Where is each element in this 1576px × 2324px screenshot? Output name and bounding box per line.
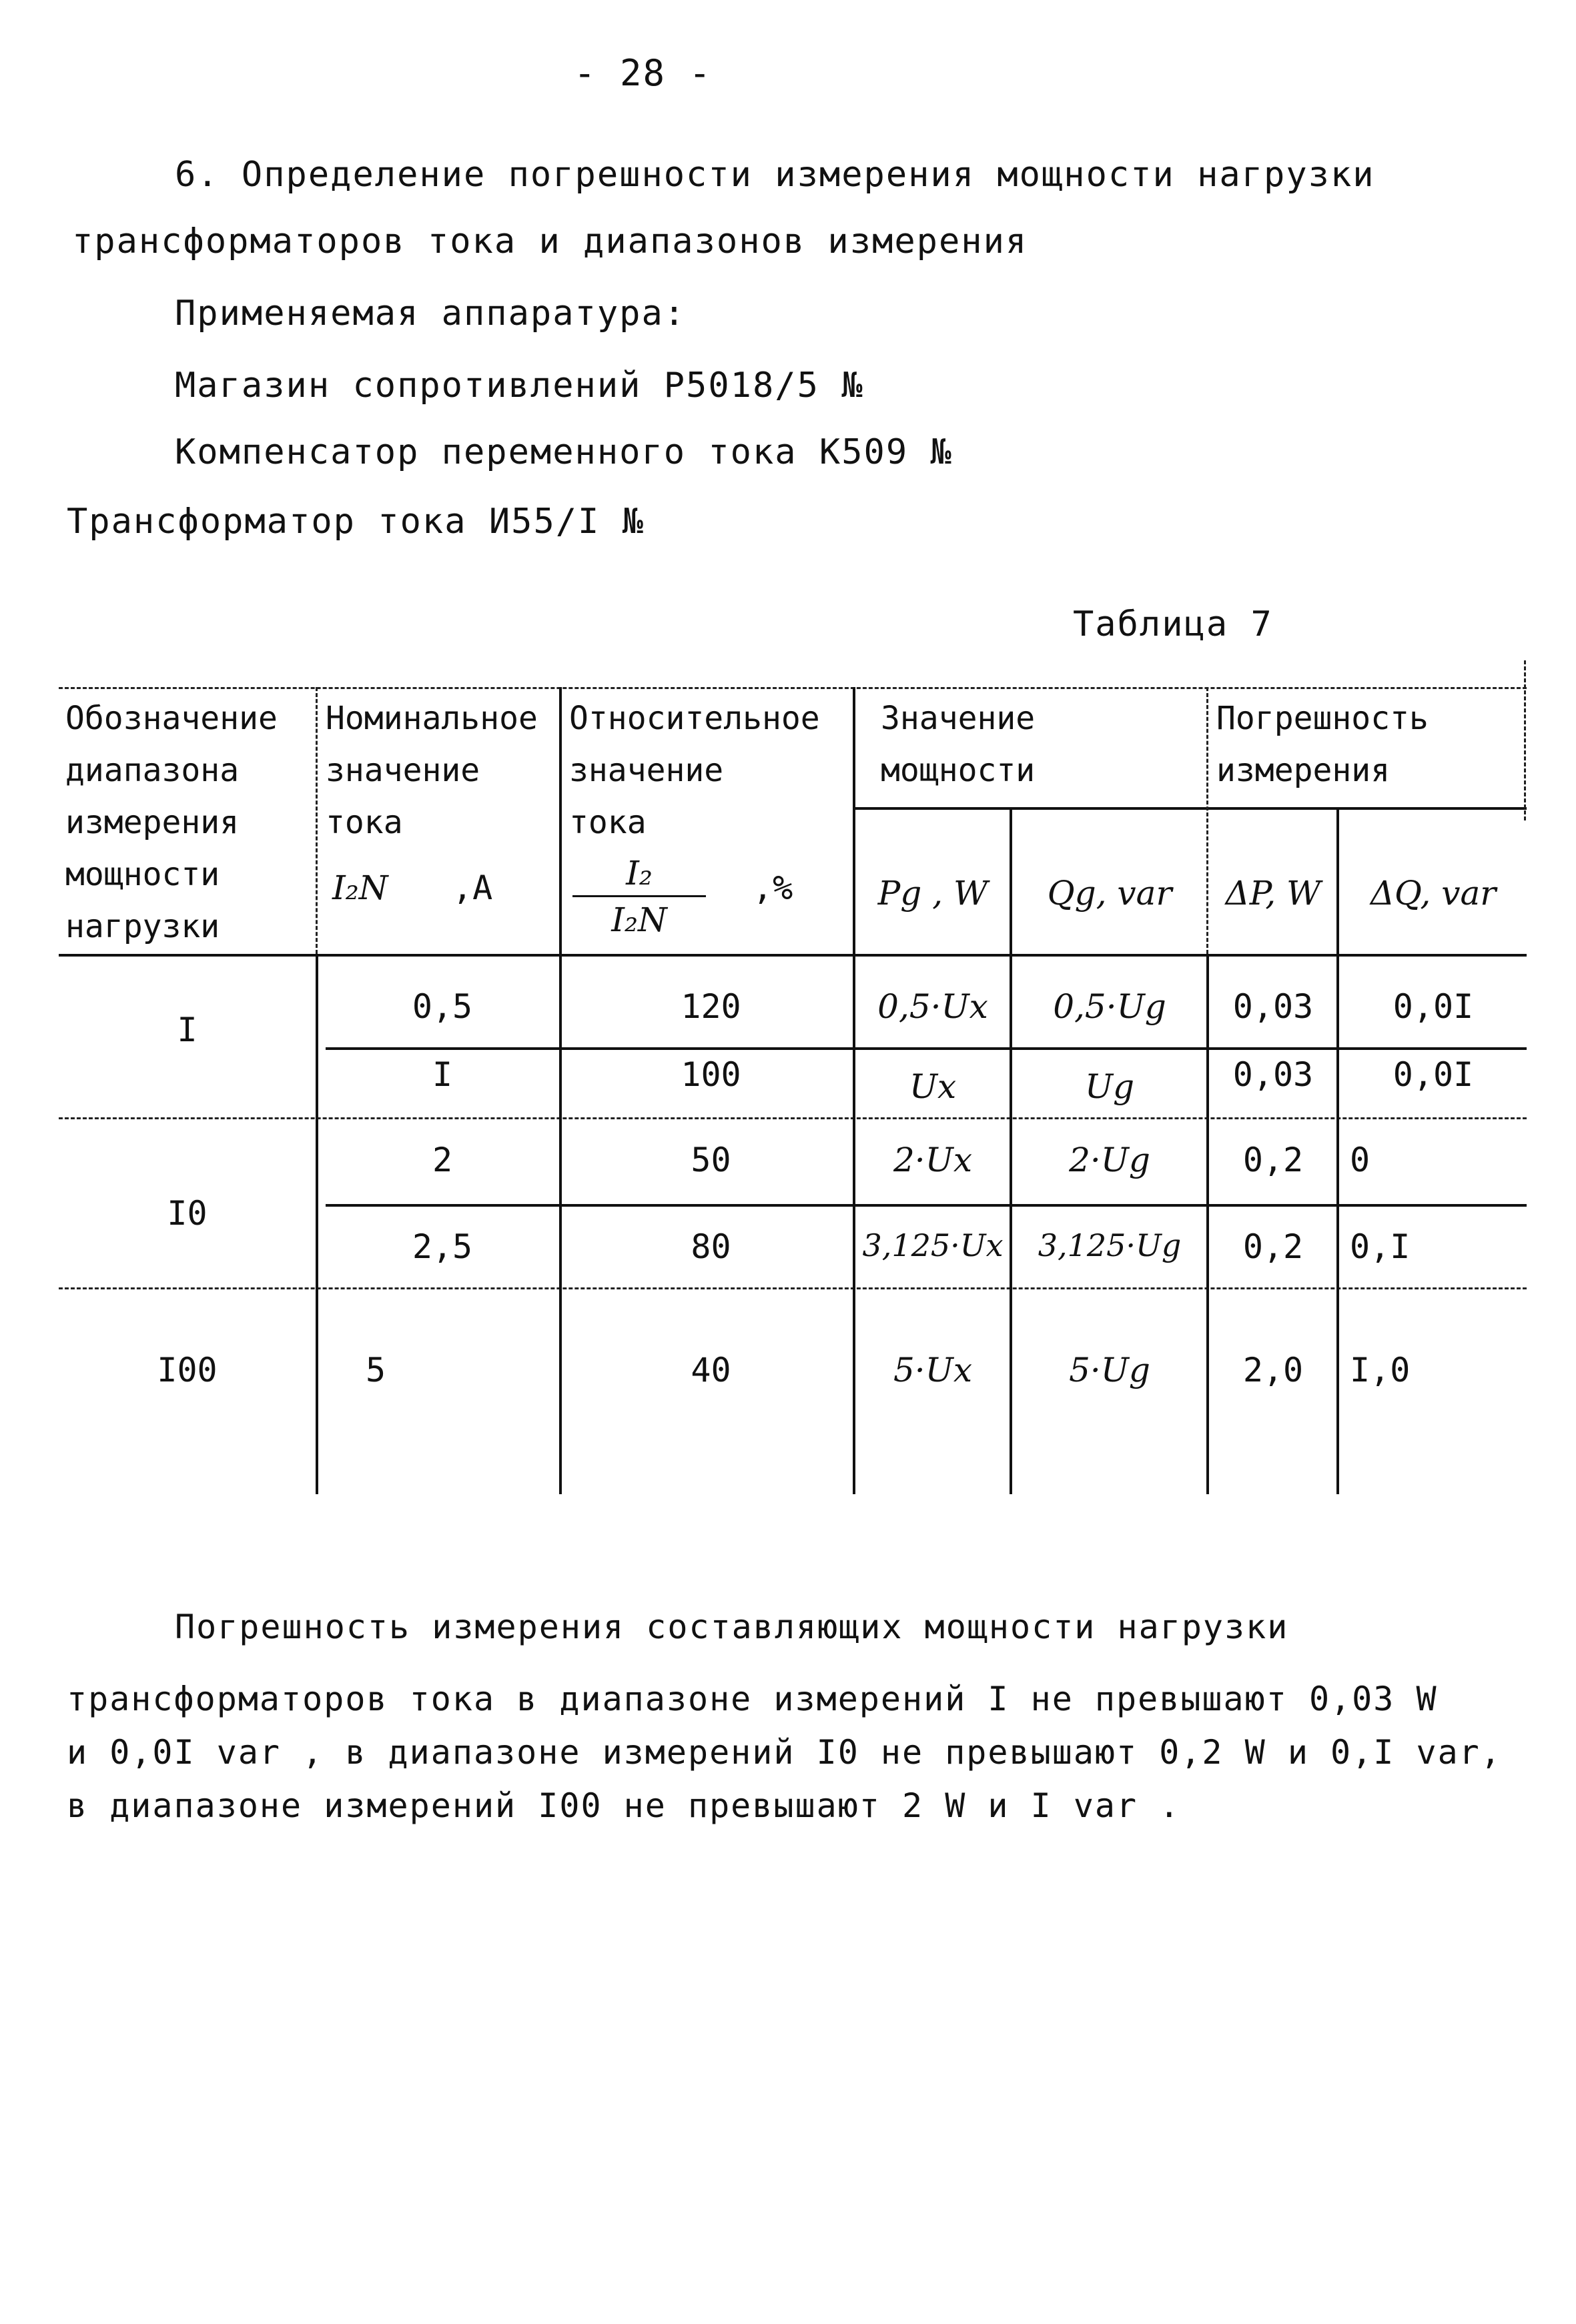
- col-rule: [316, 954, 318, 1494]
- fraction-denominator: I₂N: [611, 901, 667, 939]
- fraction-numerator: I₂: [626, 854, 653, 893]
- cell-relative-current: 50: [691, 1141, 731, 1179]
- cell-reactive-power: 5·Ug: [1069, 1351, 1150, 1389]
- equipment-label: Применяемая аппаратура:: [175, 294, 687, 334]
- cell-relative-current: 80: [691, 1227, 731, 1266]
- equipment-item-current-transformer: Трансформатор тока И55/I №: [67, 502, 645, 542]
- cell-relative-current: 40: [691, 1351, 731, 1389]
- col-rule: [1336, 807, 1339, 1494]
- col-rule: [1206, 954, 1209, 1494]
- col-rule: [316, 687, 318, 954]
- col-rule: [1524, 660, 1526, 820]
- cell-active-power: 2·Ux: [893, 1141, 973, 1179]
- conclusion-line-2: трансформаторов тока в диапазоне измерений I не превышают 0,03 W: [67, 1680, 1438, 1718]
- cell-relative-current: 100: [681, 1055, 741, 1094]
- group-divider: [59, 1117, 1527, 1119]
- cell-active-power: 5·Ux: [893, 1351, 973, 1389]
- cell-active-error: 0,2: [1242, 1227, 1304, 1266]
- header-reactive-power: Qg, var: [1047, 874, 1172, 913]
- row-divider: [326, 1204, 1527, 1207]
- header-power-value: Значение мощности: [881, 700, 1036, 789]
- col-rule: [853, 687, 855, 1494]
- cell-reactive-error: 0: [1350, 1141, 1370, 1179]
- group-divider: [59, 1287, 1527, 1289]
- header-nominal-current-unit: ,А: [452, 868, 493, 907]
- cell-nominal-current: 5: [366, 1351, 386, 1389]
- equipment-item-resistance-box: Магазин сопротивлений Р5018/5 №: [175, 366, 864, 406]
- header-nominal-current-symbol: I₂N: [332, 868, 388, 907]
- fraction-bar: [572, 895, 706, 897]
- cell-relative-current: 120: [681, 987, 741, 1026]
- cell-active-error: 0,03: [1232, 1055, 1314, 1094]
- col-rule: [559, 687, 562, 1494]
- cell-reactive-error: 0,0I: [1393, 1055, 1474, 1094]
- conclusion-line-4: в диапазоне измерений I00 не превышают 2 W и I var .: [67, 1786, 1181, 1825]
- col-rule: [1010, 807, 1012, 1494]
- cell-nominal-current: 2,5: [412, 1227, 473, 1266]
- header-relative-current-unit: ,%: [753, 868, 793, 907]
- header-reactive-error: ΔQ, var: [1370, 874, 1497, 913]
- header-active-power: Pg , W: [877, 874, 988, 913]
- header-nominal-current: Номинальное значение тока: [326, 700, 538, 841]
- range-label: I00: [157, 1351, 218, 1389]
- header-active-error: ΔP, W: [1225, 874, 1321, 913]
- cell-reactive-power: 0,5·Ug: [1053, 987, 1166, 1026]
- header-split-rule: [853, 807, 1527, 810]
- range-label: I0: [167, 1194, 208, 1233]
- header-measurement-error: Погрешность измерения: [1216, 700, 1429, 789]
- cell-active-error: 0,2: [1242, 1141, 1304, 1179]
- cell-active-power: 3,125·Ux: [862, 1227, 1004, 1263]
- cell-reactive-error: I,0: [1350, 1351, 1411, 1389]
- cell-nominal-current: I: [432, 1055, 453, 1094]
- section-heading-line-2: трансформаторов тока и диапазонов измерения: [72, 221, 1028, 261]
- header-bottom-rule: [59, 954, 1527, 957]
- conclusion-line-3: и 0,0I var , в диапазоне измерений I0 не превышают 0,2 W и 0,I var,: [67, 1733, 1502, 1772]
- measurement-table: [59, 674, 1527, 1501]
- col-rule: [1206, 687, 1208, 954]
- header-relative-current: Относительное значение тока: [569, 700, 820, 841]
- header-range-designation: Обозначение диапазона измерения мощности нагрузки: [65, 700, 278, 945]
- range-label: I: [177, 1011, 198, 1049]
- cell-reactive-error: 0,I: [1350, 1227, 1411, 1266]
- cell-active-error: 0,03: [1232, 987, 1314, 1026]
- section-heading-line-1: 6. Определение погрешности измерения мощности нагрузки: [175, 155, 1375, 195]
- header-relative-current-fraction: [572, 854, 706, 941]
- cell-reactive-power: 2·Ug: [1069, 1141, 1150, 1179]
- row-divider: [326, 1047, 1527, 1050]
- cell-active-error: 2,0: [1242, 1351, 1304, 1389]
- cell-reactive-error: 0,0I: [1393, 987, 1474, 1026]
- cell-active-power: 0,5·Ux: [877, 987, 988, 1026]
- cell-reactive-power: Ug: [1084, 1067, 1135, 1106]
- cell-reactive-power: 3,125·Ug: [1038, 1227, 1182, 1263]
- table-caption: Таблица 7: [1073, 604, 1273, 644]
- table-top-rule: [59, 687, 1527, 689]
- conclusion-line-1: Погрешность измерения составляющих мощности нагрузки: [175, 1608, 1289, 1646]
- cell-active-power: Ux: [909, 1067, 957, 1106]
- equipment-item-compensator: Компенсатор переменного тока К509 №: [175, 432, 953, 472]
- page-number: - 28 -: [574, 52, 713, 94]
- cell-nominal-current: 0,5: [412, 987, 473, 1026]
- cell-nominal-current: 2: [432, 1141, 453, 1179]
